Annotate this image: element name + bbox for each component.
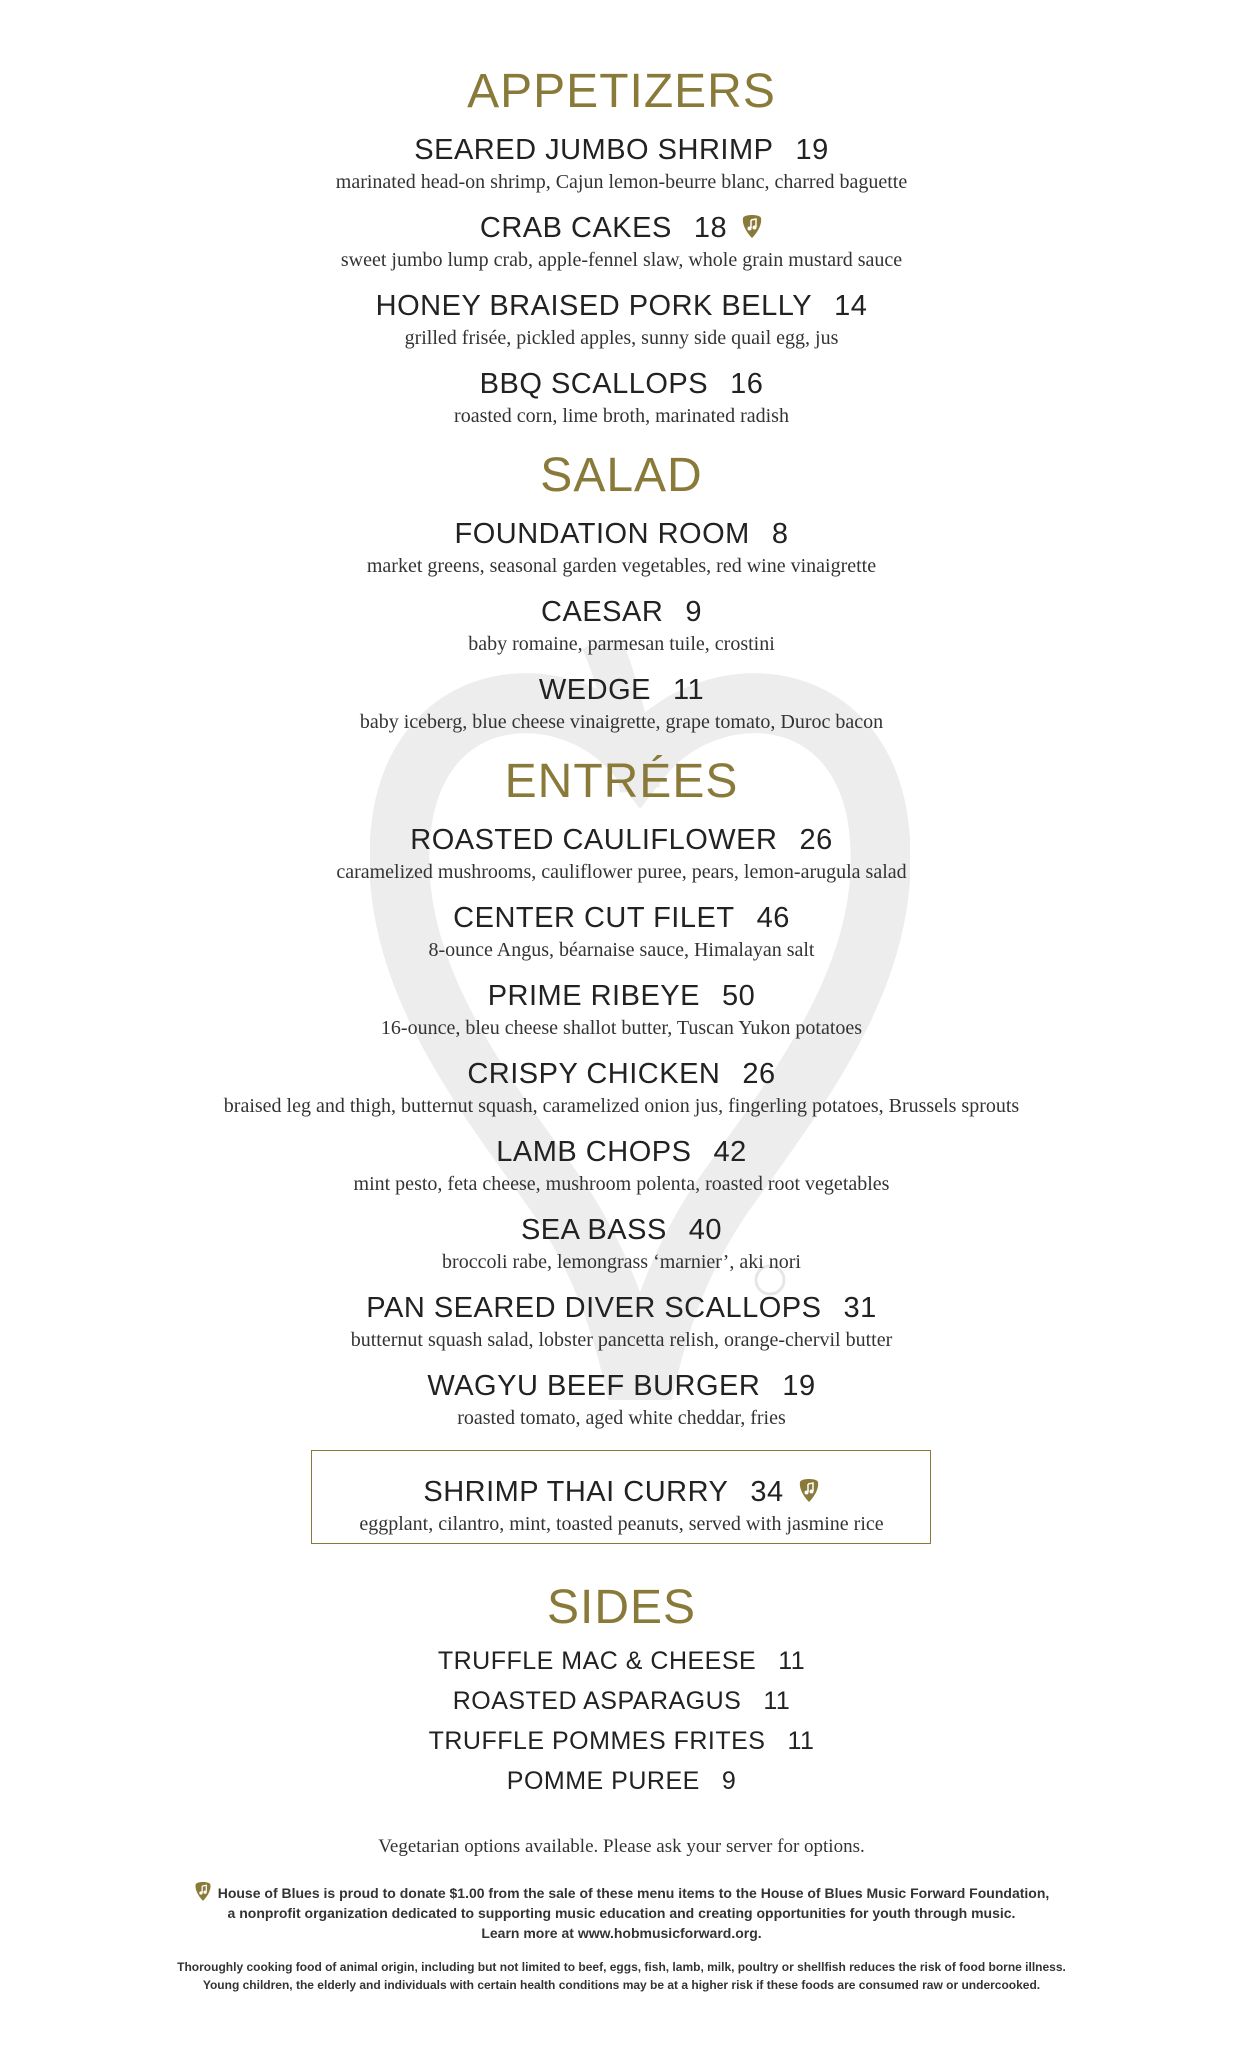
item-description: baby iceberg, blue cheese vinaigrette, grape tomato, Duroc bacon	[359, 711, 884, 733]
item-name: SHRIMP THAI CURRY	[423, 1476, 729, 1508]
item-name: TRUFFLE MAC & CHEESE	[437, 1647, 757, 1675]
item-name: CAESAR	[541, 596, 664, 628]
item-price: 34	[750, 1476, 784, 1508]
side-item	[0, 1726, 1243, 1756]
menu-item	[0, 902, 1243, 962]
warning-line-2: Young children, the elderly and individuals with certain health conditions may be at a higher risk if these foods are consumed raw or undercooked.	[202, 1978, 1041, 1992]
item-price: 31	[843, 1292, 877, 1324]
item-price: 11	[672, 674, 705, 706]
item-name: LAMB CHOPS	[496, 1136, 692, 1168]
menu-item	[0, 368, 1243, 428]
menu-item	[0, 1292, 1243, 1352]
side-item	[0, 1686, 1243, 1716]
item-description: market greens, seasonal garden vegetables, red wine vinaigrette	[366, 555, 877, 577]
section-title-appetizers: APPETIZERS	[467, 65, 776, 118]
item-price: 14	[834, 290, 868, 322]
item-name: ROASTED CAULIFLOWER	[410, 824, 778, 856]
menu-item	[0, 1136, 1243, 1196]
item-description: 16-ounce, bleu cheese shallot butter, Tuscan Yukon potatoes	[380, 1017, 863, 1039]
section-title-salad: SALAD	[540, 449, 703, 502]
donation-line-1: House of Blues is proud to donate $1.00 from the sale of these menu items to the House of Blues Music Forward Foundation,	[217, 1885, 1050, 1901]
item-price: 8	[771, 518, 789, 550]
item-name: PAN SEARED DIVER SCALLOPS	[366, 1292, 822, 1324]
item-description: butternut squash salad, lobster pancetta relish, orange-chervil butter	[350, 1329, 893, 1351]
item-name: SEARED JUMBO SHRIMP	[414, 134, 774, 166]
item-description: roasted corn, lime broth, marinated radish	[454, 405, 789, 427]
item-name: CRAB CAKES	[479, 212, 672, 244]
item-name: BBQ SCALLOPS	[479, 368, 709, 400]
item-description: baby romaine, parmesan tuile, crostini	[468, 633, 775, 655]
item-price: 11	[787, 1727, 815, 1755]
item-price: 9	[685, 596, 702, 628]
item-name: TRUFFLE POMMES FRITES	[428, 1727, 766, 1755]
item-description: eggplant, cilantro, mint, toasted peanuts, served with jasmine rice	[359, 1513, 884, 1535]
vegetarian-note: Vegetarian options available. Please ask your server for options.	[378, 1836, 865, 1857]
item-description: braised leg and thigh, butternut squash, caramelized onion jus, fingerling potatoes, Brussels sprouts	[223, 1095, 1020, 1117]
item-name: WAGYU BEEF BURGER	[427, 1370, 761, 1402]
item-price: 50	[722, 980, 756, 1012]
guitar-pick-music-note-icon	[194, 1880, 212, 1902]
menu-item	[0, 596, 1243, 656]
item-price: 26	[799, 824, 833, 856]
donation-line-2: a nonprofit organization dedicated to supporting music education and creating opportunities for youth through music.	[227, 1905, 1016, 1921]
menu-item	[0, 212, 1243, 272]
item-description: roasted tomato, aged white cheddar, fries	[457, 1407, 786, 1429]
item-description: sweet jumbo lump crab, apple-fennel slaw, whole grain mustard sauce	[340, 249, 903, 271]
item-price: 19	[782, 1370, 816, 1402]
side-item	[0, 1766, 1243, 1796]
item-name: POMME PUREE	[506, 1767, 700, 1795]
menu-item	[0, 290, 1243, 350]
food-safety-warning	[0, 1958, 1243, 1994]
item-price: 18	[693, 212, 728, 244]
menu-item	[0, 674, 1243, 734]
guitar-pick-music-note-icon	[741, 213, 763, 239]
guitar-pick-music-note-icon	[798, 1477, 820, 1503]
item-price: 9	[721, 1767, 737, 1795]
item-description: caramelized mushrooms, cauliflower puree, pears, lemon-arugula salad	[336, 861, 907, 883]
item-description: mint pesto, feta cheese, mushroom polenta, roasted root vegetables	[353, 1173, 890, 1195]
item-name: CENTER CUT FILET	[453, 902, 735, 934]
item-price: 46	[756, 902, 790, 934]
item-price: 40	[688, 1214, 723, 1246]
menu-item	[0, 824, 1243, 884]
item-price: 19	[795, 134, 829, 166]
menu-item	[0, 980, 1243, 1040]
item-description: grilled frisée, pickled apples, sunny side quail egg, jus	[404, 327, 839, 349]
item-name: PRIME RIBEYE	[487, 980, 700, 1012]
item-price: 26	[742, 1058, 776, 1090]
item-description: marinated head-on shrimp, Cajun lemon-beurre blanc, charred baguette	[335, 171, 908, 193]
section-title-sides: SIDES	[546, 1581, 697, 1634]
item-price: 11	[763, 1687, 791, 1715]
item-name: FOUNDATION ROOM	[454, 518, 750, 550]
item-name: HONEY BRAISED PORK BELLY	[375, 290, 813, 322]
item-name: CRISPY CHICKEN	[467, 1058, 721, 1090]
menu-item	[0, 518, 1243, 578]
item-name: SEA BASS	[520, 1214, 667, 1246]
item-description: broccoli rabe, lemongrass ‘marnier’, aki nori	[442, 1251, 801, 1273]
item-price: 11	[778, 1647, 806, 1675]
item-price: 42	[713, 1136, 747, 1168]
section-title-entrees: ENTRÉES	[504, 755, 739, 808]
item-name: WEDGE	[538, 674, 651, 706]
side-item	[0, 1646, 1243, 1676]
menu-item	[0, 1370, 1243, 1430]
donation-note	[0, 1880, 1243, 1943]
menu-item	[0, 1214, 1243, 1274]
menu-item	[0, 134, 1243, 194]
item-name: ROASTED ASPARAGUS	[452, 1687, 742, 1715]
menu-item	[0, 1058, 1243, 1118]
item-price: 16	[730, 368, 764, 400]
warning-line-1: Thoroughly cooking food of animal origin, including but not limited to beef, eggs, fish, lamb, milk, poultry or shellfish reduces the risk of food borne illness.	[177, 1960, 1066, 1974]
item-description: 8-ounce Angus, béarnaise sauce, Himalayan salt	[428, 939, 815, 961]
donation-line-3: Learn more at www.hobmusicforward.org.	[481, 1925, 762, 1941]
featured-menu-item	[0, 1476, 1243, 1536]
